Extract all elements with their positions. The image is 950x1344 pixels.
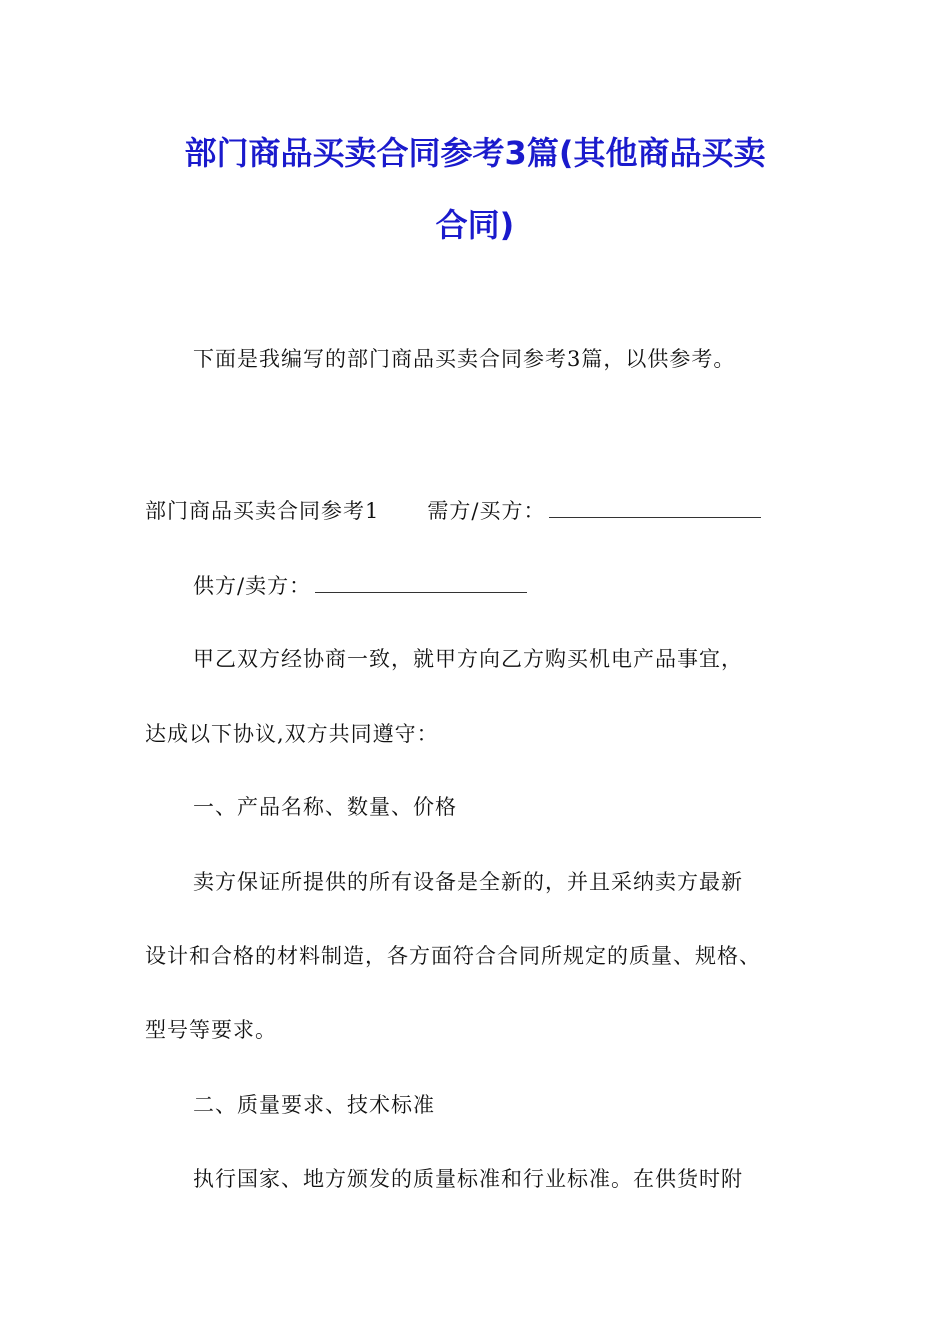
paragraph-2-line-3: 型号等要求。 bbox=[145, 1018, 277, 1042]
paragraph-2-line-2: 设计和合格的材料制造，各方面符合合同所规定的质量、规格、 bbox=[145, 944, 761, 968]
buyer-label: 需方/买方： bbox=[427, 499, 546, 523]
heading-product-info: 一、产品名称、数量、价格 bbox=[193, 795, 457, 819]
paragraph-1-line-1: 甲乙双方经协商一致，就甲方向乙方购买机电产品事宜， bbox=[193, 647, 743, 671]
paragraph-2-line-1: 卖方保证所提供的所有设备是全新的，并且采纳卖方最新 bbox=[193, 870, 743, 894]
intro-paragraph: 下面是我编写的部门商品买卖合同参考3篇，以供参考。 bbox=[193, 347, 736, 371]
heading-quality-standards: 二、质量要求、技术标准 bbox=[193, 1093, 435, 1117]
paragraph-3-line-1: 执行国家、地方颁发的质量标准和行业标准。在供货时附 bbox=[193, 1167, 743, 1191]
paragraph-1-line-2: 达成以下协议,双方共同遵守： bbox=[145, 722, 439, 746]
document-title-line2: 合同) bbox=[435, 206, 515, 244]
section-heading: 部门商品买卖合同参考1 bbox=[145, 499, 380, 523]
document-title-line1: 部门商品买卖合同参考3篇(其他商品买卖 bbox=[184, 134, 766, 172]
contract-header-row bbox=[145, 499, 761, 522]
seller-row bbox=[193, 574, 527, 597]
buyer-blank-field bbox=[549, 499, 761, 518]
seller-label: 供方/卖方： bbox=[193, 574, 312, 598]
seller-blank-field bbox=[315, 574, 527, 593]
